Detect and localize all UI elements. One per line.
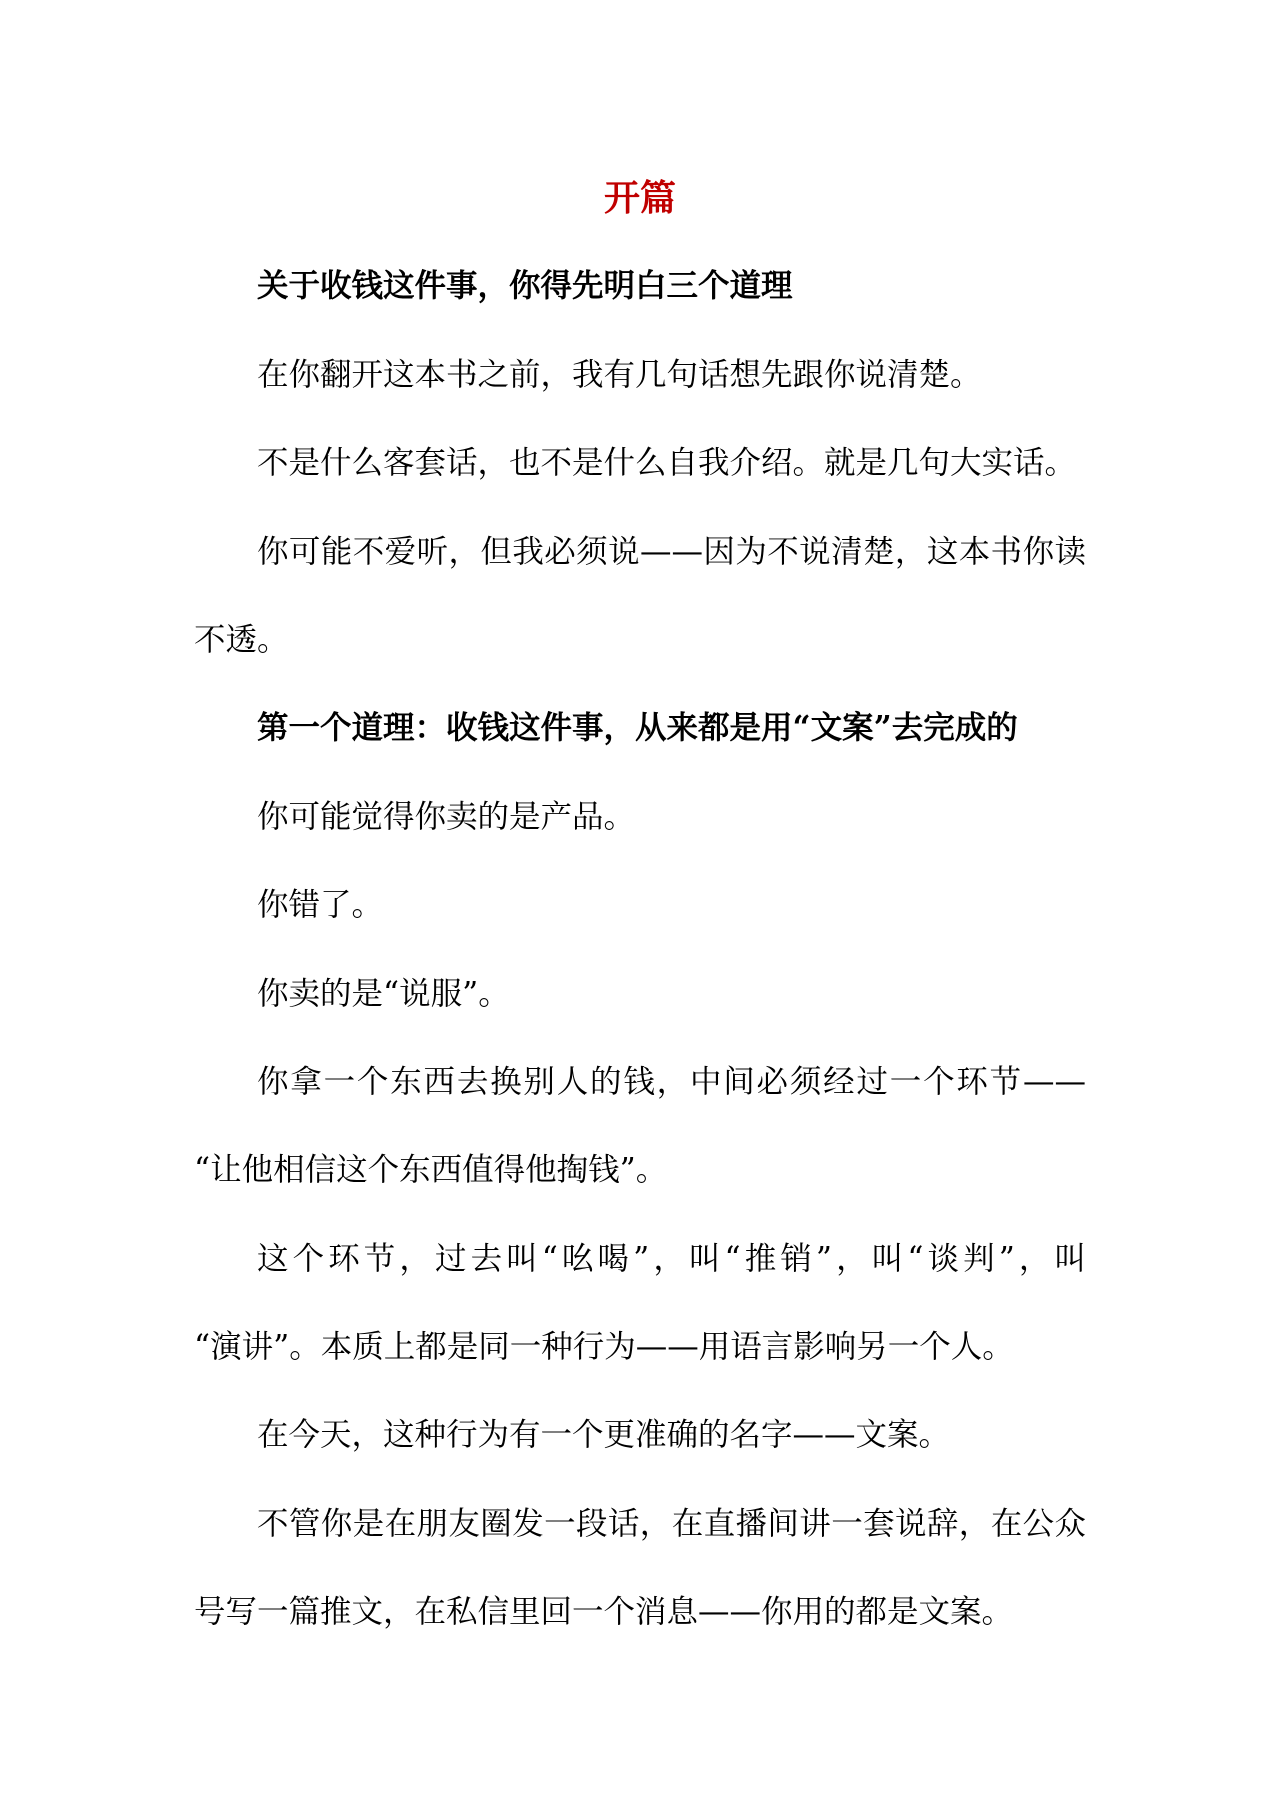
paragraph (194, 1480, 1086, 1657)
paragraph-line: 不透。 (194, 621, 289, 658)
paragraph-line: 不管你是在朋友圈发一段话，在直播间讲一套说辞，在公众 (257, 1505, 1086, 1542)
paragraph-line: 这个环节，过去叫“吆喝”，叫“推销”，叫“谈判”，叫 (257, 1240, 1086, 1277)
paragraph (194, 861, 1086, 949)
paragraph-line: 你错了。 (257, 887, 384, 924)
paragraph (194, 419, 1086, 507)
principle-heading: 第一个道理：收钱这件事，从来都是用“文案”去完成的 (257, 709, 1018, 747)
paragraph-line: 你卖的是“说服”。 (257, 975, 510, 1012)
paragraph (194, 1038, 1086, 1215)
paragraph (194, 773, 1086, 861)
section-heading: 关于收钱这件事，你得先明白三个道理 (257, 267, 793, 305)
paragraph-line: 不是什么客套话，也不是什么自我介绍。就是几句大实话。 (257, 445, 1077, 482)
paragraph-line: “演讲”。本质上都是同一种行为——用语言影响另一个人。 (194, 1329, 1014, 1366)
paragraph-line: 在今天，这种行为有一个更准确的名字——文案。 (257, 1417, 951, 1454)
document-body (194, 154, 1086, 1657)
paragraph (194, 331, 1086, 419)
paragraph-line: 你拿一个东西去换别人的钱，中间必须经过一个环节—— (257, 1063, 1086, 1100)
page-title: 开篇 (603, 177, 676, 219)
paragraph-line: 号写一篇推文，在私信里回一个消息——你用的都是文案。 (194, 1594, 1014, 1631)
paragraph-line: 你可能不爱听，但我必须说——因为不说清楚，这本书你读 (257, 533, 1086, 570)
paragraph-line: 在你翻开这本书之前，我有几句话想先跟你说清楚。 (257, 356, 982, 393)
paragraph (194, 1215, 1086, 1392)
paragraph (194, 950, 1086, 1038)
paragraph (194, 1391, 1086, 1479)
paragraph (194, 508, 1086, 685)
paragraph-line: 你可能觉得你卖的是产品。 (257, 798, 636, 835)
paragraph-line: “让他相信这个东西值得他掏钱”。 (194, 1152, 668, 1189)
